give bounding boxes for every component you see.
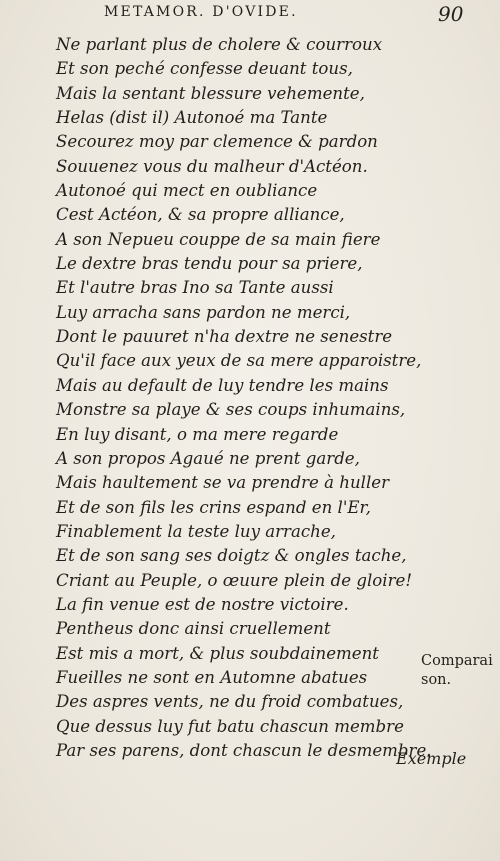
verse-line: Des aspres vents, ne du froid combatues,	[56, 692, 404, 712]
running-title: METAMOR. D'OVIDE.	[104, 4, 298, 20]
verse-line: Et son peché confesse deuant tous,	[56, 59, 353, 79]
verse-line: Luy arracha sans pardon ne merci,	[56, 302, 351, 322]
margin-note-line: Comparai	[421, 653, 493, 669]
verse-line: Criant au Peuple, o œuure plein de gloire!	[56, 570, 412, 590]
verse-line: Et de son fils les crins espand en l'Er,	[56, 497, 371, 517]
verse-line: La fin venue est de nostre victoire.	[56, 594, 349, 614]
verse-line: Souuenez vous du malheur d'Actéon.	[56, 156, 368, 176]
verse-line: Ne parlant plus de cholere & courroux	[56, 35, 383, 54]
verse-line: Est mis a mort, & plus soubdainement	[56, 643, 379, 663]
verse-line: Que dessus luy fut batu chascun membre	[56, 716, 404, 736]
verse-line: Et de son sang ses doigtz & ongles tache,	[56, 546, 407, 566]
verse-block	[56, 33, 432, 763]
verse-line: Mais la sentant blessure vehemente,	[56, 83, 365, 103]
page-number: 90	[438, 2, 464, 26]
verse-line: En luy disant, o ma mere regarde	[56, 424, 339, 444]
verse-line: Helas (dist il) Autonoé ma Tante	[56, 108, 328, 128]
verse-line: Cest Actéon, & sa propre alliance,	[56, 205, 345, 225]
catchword: Exemple	[396, 749, 467, 768]
verse-line: Qu'il face aux yeux de sa mere apparoistre,	[56, 351, 422, 371]
verse-line: Secourez moy par clemence & pardon	[56, 132, 378, 152]
verse-line: Finablement la teste luy arrache,	[56, 521, 336, 541]
verse-line: Mais au default de luy tendre les mains	[56, 375, 389, 395]
verse-line: Le dextre bras tendu pour sa priere,	[56, 254, 363, 274]
verse-line: Pentheus donc ainsi cruellement	[56, 619, 331, 639]
verse-line: Autonoé qui mect en oubliance	[56, 181, 318, 201]
verse-line: Dont le pauuret n'ha dextre ne senestre	[56, 327, 393, 347]
margin-note	[421, 652, 491, 690]
verse-line: A son Nepueu couppe de sa main fiere	[56, 229, 381, 249]
verse-line: Fueilles ne sont en Automne abatues	[56, 667, 368, 687]
verse-line: A son propos Agaué ne prent garde,	[56, 448, 360, 468]
verse-line: Monstre sa playe & ses coups inhumains,	[56, 400, 406, 420]
verse-line: Et l'autre bras Ino sa Tante aussi	[56, 278, 334, 298]
verse-line: Mais haultement se va prendre à huller	[56, 473, 390, 493]
margin-note-line: son.	[421, 672, 452, 688]
verse-line: Par ses parens, dont chascun le desmembre.	[56, 740, 432, 760]
